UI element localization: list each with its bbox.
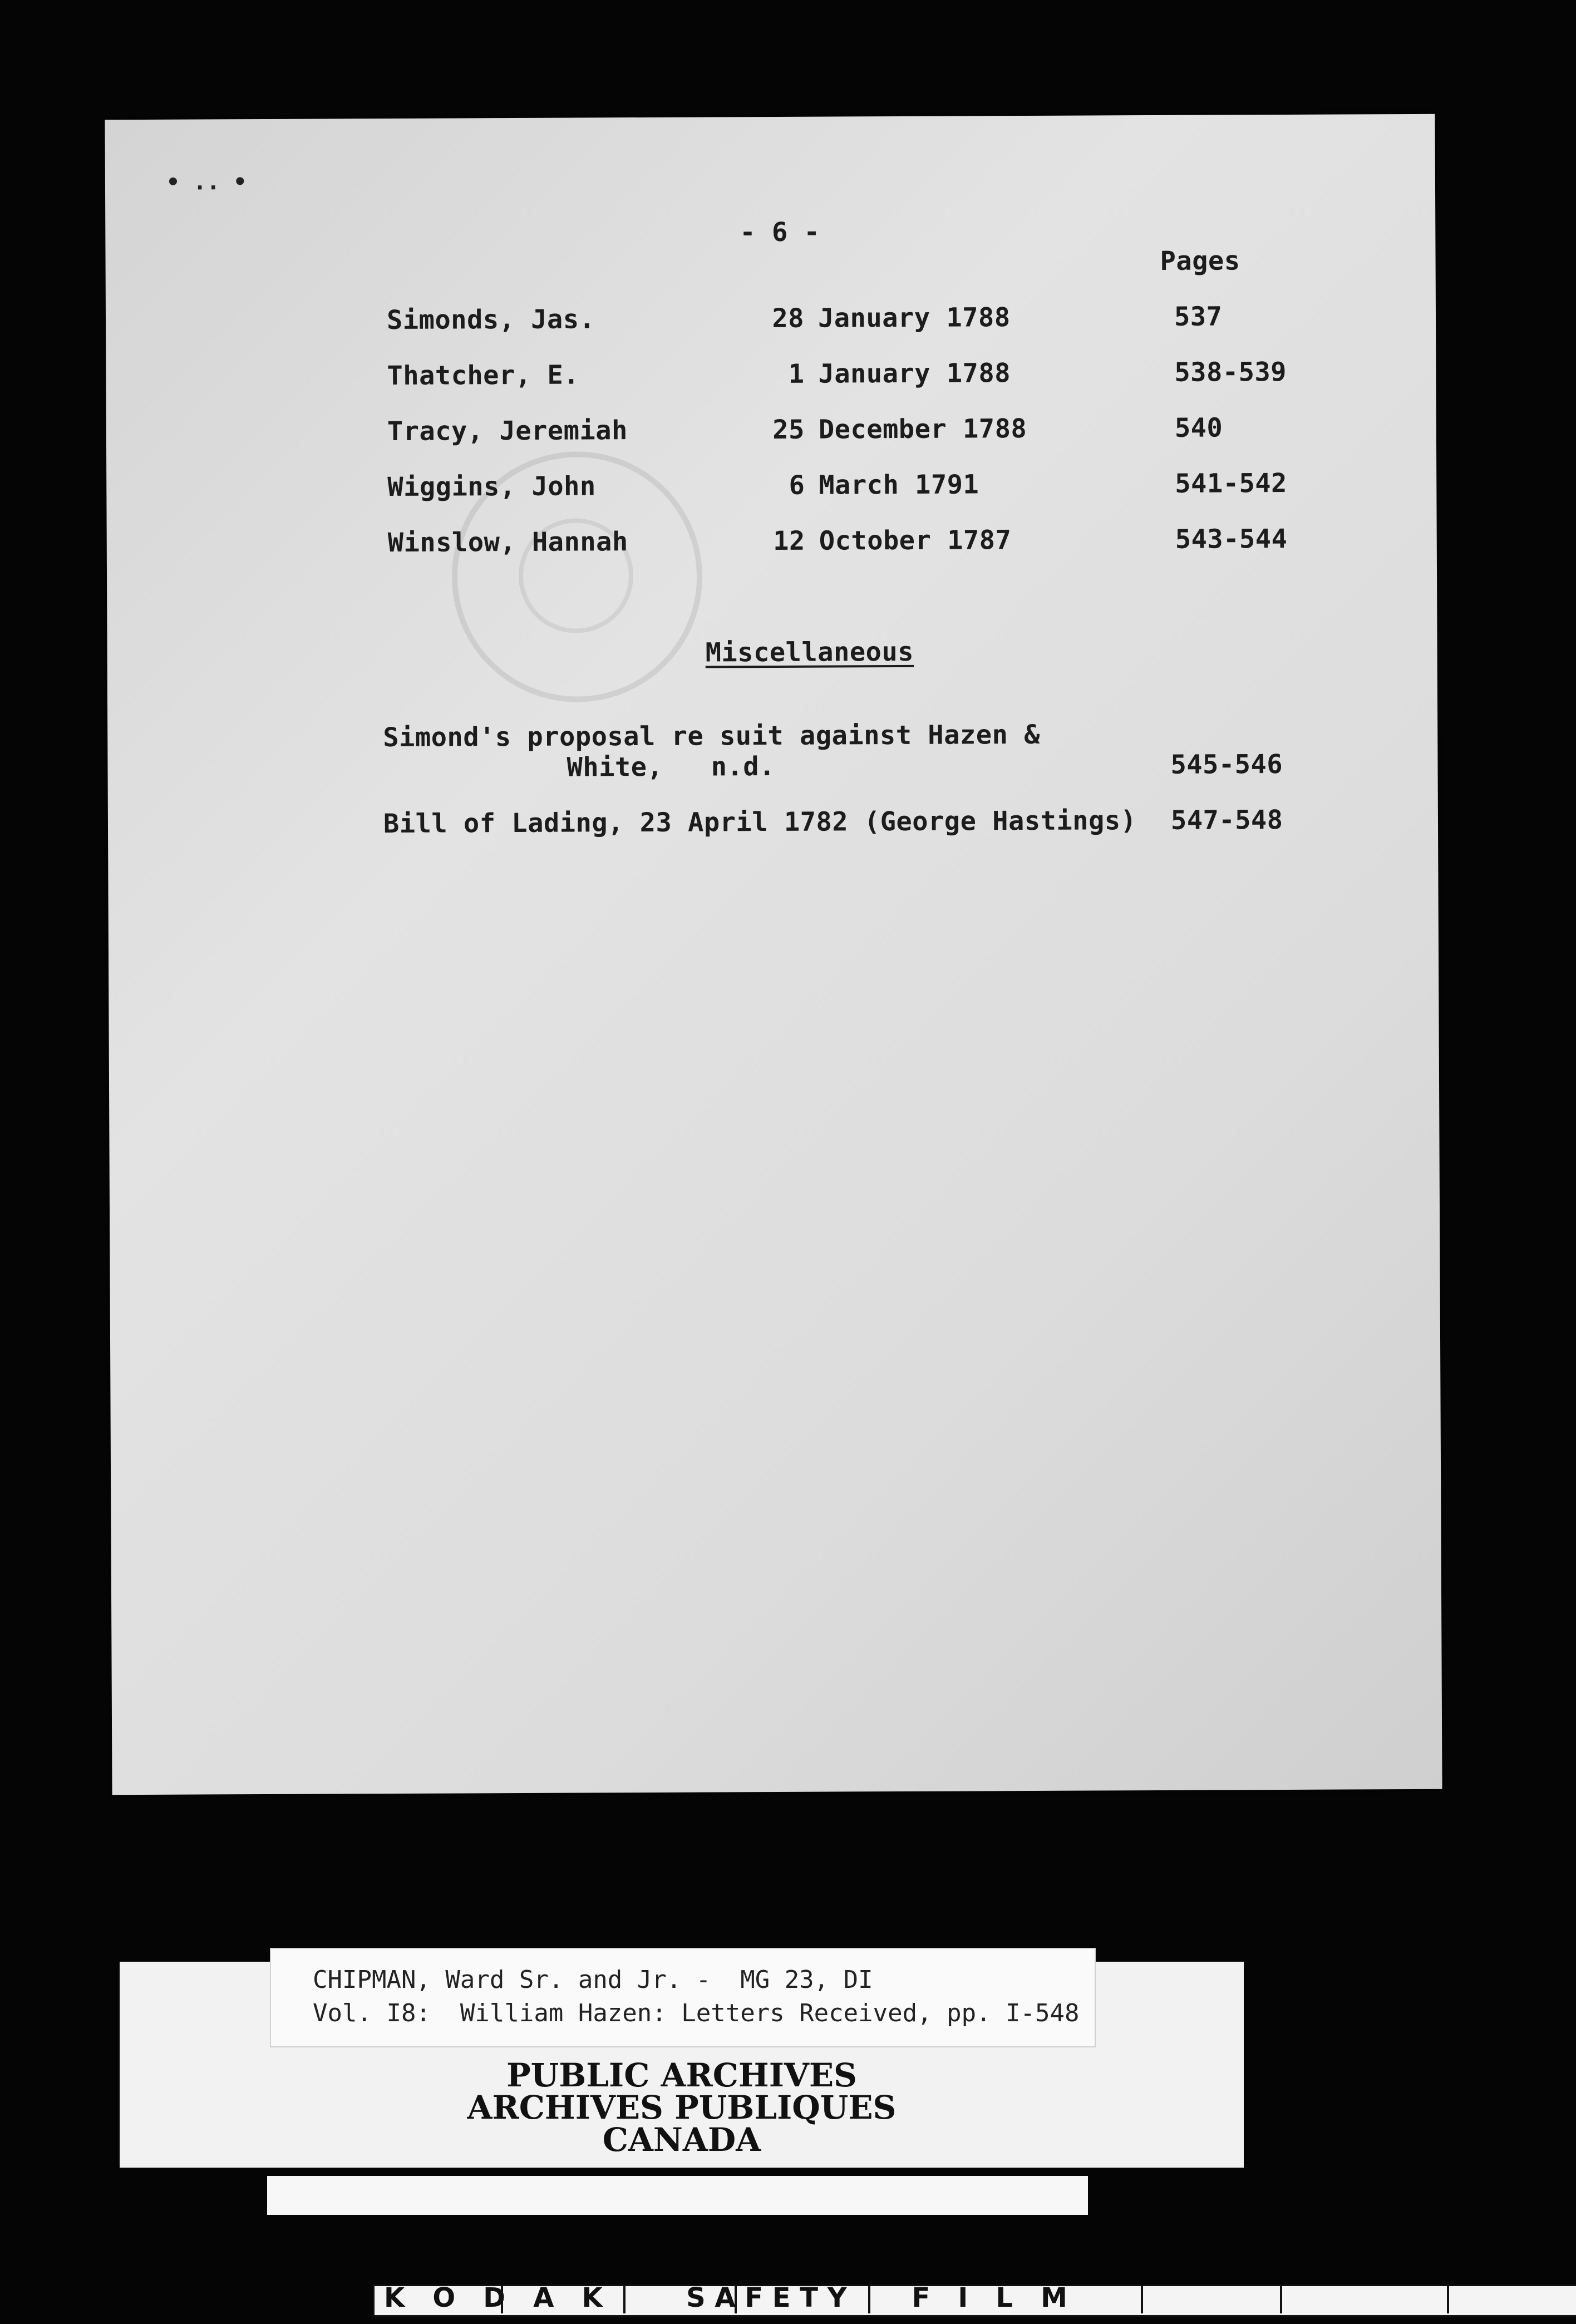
entry-date: October 1787 — [819, 525, 1012, 557]
entry-day: 12 — [773, 525, 805, 557]
entry-pages: 541-542 — [1175, 467, 1288, 499]
entry-day: 6 — [789, 470, 805, 501]
entry-day: 28 — [772, 303, 805, 334]
pages-column-header: Pages — [1160, 245, 1240, 277]
archives-line: ARCHIVES PUBLIQUES — [467, 2089, 897, 2126]
misc-line: Bill of Lading, 23 April 1782 (George Hastings) — [383, 805, 1137, 840]
entry-pages: 540 — [1174, 412, 1223, 444]
film-tick — [1447, 2284, 1449, 2313]
misc-pages: 545-546 — [1170, 749, 1283, 780]
archive-label-card — [270, 1948, 1096, 2047]
misc-line: White, n.d. — [567, 751, 776, 783]
entry-pages: 538-539 — [1174, 356, 1287, 388]
entry-day: 25 — [772, 414, 805, 445]
misc-pages: 547-548 — [1170, 805, 1283, 836]
archives-line: PUBLIC ARCHIVES — [506, 2056, 857, 2094]
entry-day: 1 — [788, 358, 805, 390]
entry-name: Winslow, Hannah — [387, 526, 628, 559]
film-tick — [1141, 2284, 1143, 2313]
entry-date: January 1788 — [817, 302, 1011, 334]
entry-pages: 537 — [1174, 301, 1223, 332]
label-line-2: Vol. I8: William Hazen: Letters Received, pp. I-548 — [313, 1999, 1080, 2027]
corner-marks: • .. • — [166, 169, 247, 195]
entry-pages: 543-544 — [1175, 523, 1288, 555]
misc-line: Simond's proposal re suit against Hazen & — [383, 719, 1041, 754]
entry-name: Tracy, Jeremiah — [387, 415, 628, 447]
label-line-1: CHIPMAN, Ward Sr. and Jr. - MG 23, DI — [313, 1966, 873, 1994]
entry-date: December 1788 — [818, 413, 1027, 445]
page-number: - 6 - — [740, 216, 820, 248]
archive-label-strip — [267, 2176, 1088, 2215]
archives-line: CANADA — [602, 2121, 761, 2159]
film-edge-text: K O D A K S A F E T Y F I L M — [384, 2282, 1067, 2313]
film-tick — [1280, 2284, 1282, 2313]
entry-name: Thatcher, E. — [387, 360, 580, 392]
document-page — [105, 114, 1442, 1795]
entry-date: March 1791 — [819, 469, 979, 501]
section-heading: Miscellaneous — [705, 636, 914, 668]
entry-date: January 1788 — [818, 358, 1011, 390]
entry-name: Wiggins, John — [387, 471, 596, 503]
entry-name: Simonds, Jas. — [386, 304, 595, 336]
